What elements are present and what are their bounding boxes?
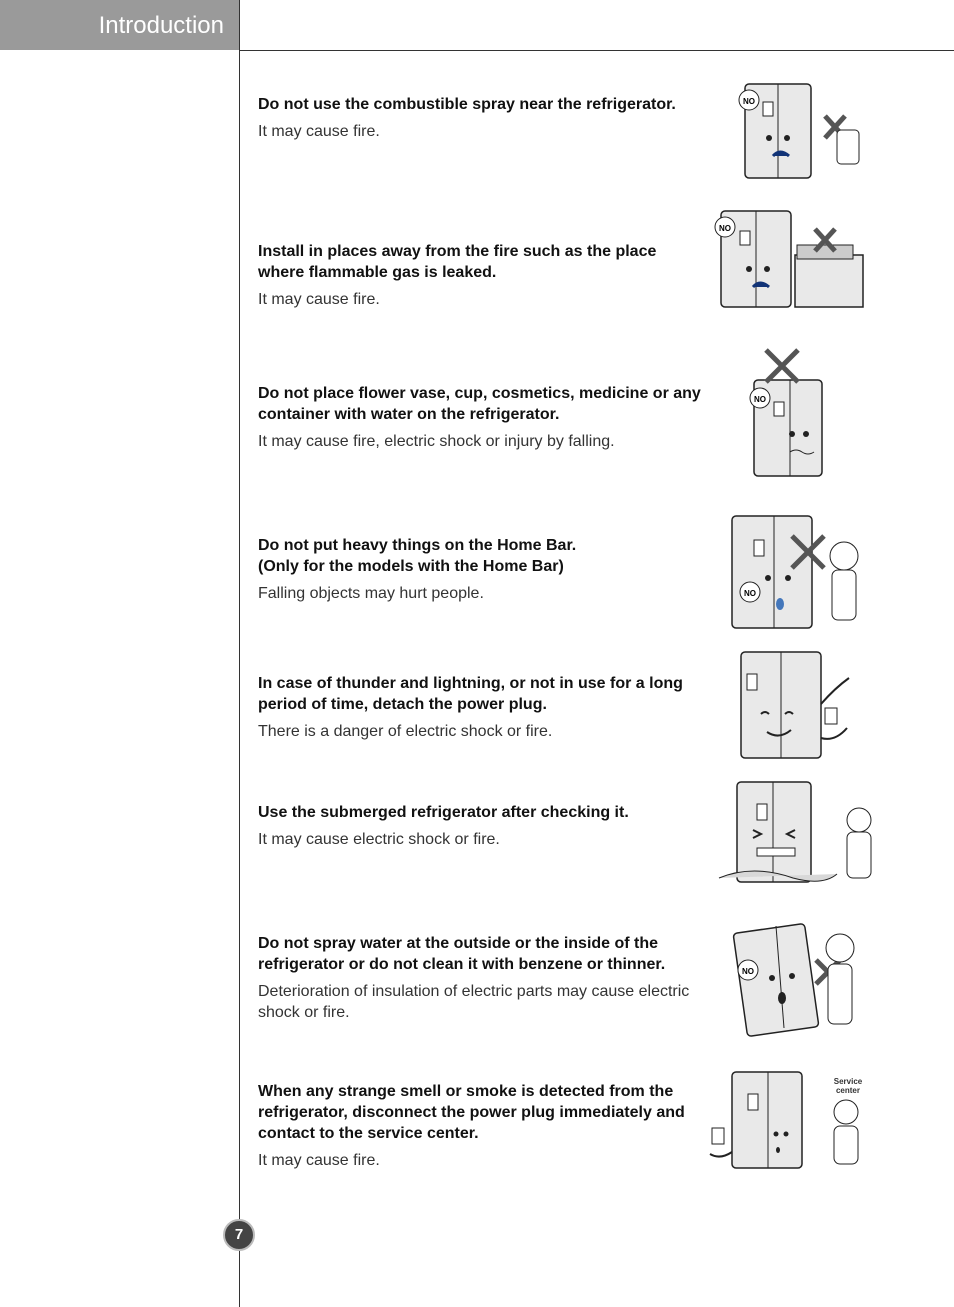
warning-heading: Use the submerged refrigerator after checking it. xyxy=(258,804,629,821)
warning-heading: When any strange smell or smoke is detected from the refrigerator, disconnect the power plug immediately and contact to the service center. xyxy=(258,1083,685,1142)
warning-item xyxy=(258,94,703,142)
no-badge: NO xyxy=(754,395,766,404)
fridge-no-spray-icon xyxy=(725,80,870,182)
page-title: Introduction xyxy=(98,12,224,39)
warning-body: It may cause electric shock or fire. xyxy=(258,831,500,848)
warning-heading: Do not put heavy things on the Home Bar. (Only for the models with the Home Bar) xyxy=(258,537,577,575)
warning-item xyxy=(258,933,703,1023)
no-badge: NO xyxy=(744,589,756,598)
warning-body: It may cause fire, electric shock or injury by falling. xyxy=(258,433,615,450)
fridge-service-center-icon xyxy=(690,1068,880,1173)
fridge-submerged-icon xyxy=(713,778,878,888)
center-label: center xyxy=(835,1086,861,1095)
fridge-unplug-icon xyxy=(735,648,865,763)
warning-item xyxy=(258,1081,703,1171)
fridge-no-vase-icon xyxy=(740,340,850,480)
warning-body: Falling objects may hurt people. xyxy=(258,585,484,602)
header-divider xyxy=(239,50,954,51)
service-label: Service xyxy=(833,1077,863,1086)
margin-divider xyxy=(239,0,240,1307)
warning-item xyxy=(258,802,703,850)
fridge-no-spray-water-icon xyxy=(730,908,870,1038)
warning-body: It may cause fire. xyxy=(258,123,380,140)
warning-body: It may cause fire. xyxy=(258,1152,380,1169)
no-badge: NO xyxy=(743,97,755,106)
warning-heading: Do not spray water at the outside or the inside of the refrigerator or do not clean it with benzene or thinner. xyxy=(258,935,666,973)
warning-heading: Install in places away from the fire such as the place where flammable gas is leaked. xyxy=(258,243,657,281)
warning-heading: In case of thunder and lightning, or not in use for a long period of time, detach the power plug. xyxy=(258,675,683,713)
warning-item xyxy=(258,673,703,742)
warning-heading: Do not use the combustible spray near the refrigerator. xyxy=(258,96,676,113)
fridge-no-heavy-objects-icon xyxy=(728,512,868,632)
warning-body: Deterioration of insulation of electric parts may cause electric shock or fire. xyxy=(258,983,690,1021)
warning-body: There is a danger of electric shock or fire. xyxy=(258,723,553,740)
no-badge: NO xyxy=(742,967,754,976)
warning-item xyxy=(258,241,703,310)
page-number-badge: 7 xyxy=(223,1219,255,1251)
warning-item xyxy=(258,535,703,604)
header-tab xyxy=(0,0,239,50)
warning-item xyxy=(258,383,703,452)
warning-body: It may cause fire. xyxy=(258,291,380,308)
no-badge: NO xyxy=(719,224,731,233)
fridge-no-gas-stove-icon xyxy=(705,205,870,310)
warning-heading: Do not place flower vase, cup, cosmetics, medicine or any container with water on the refrigerator. xyxy=(258,385,701,423)
